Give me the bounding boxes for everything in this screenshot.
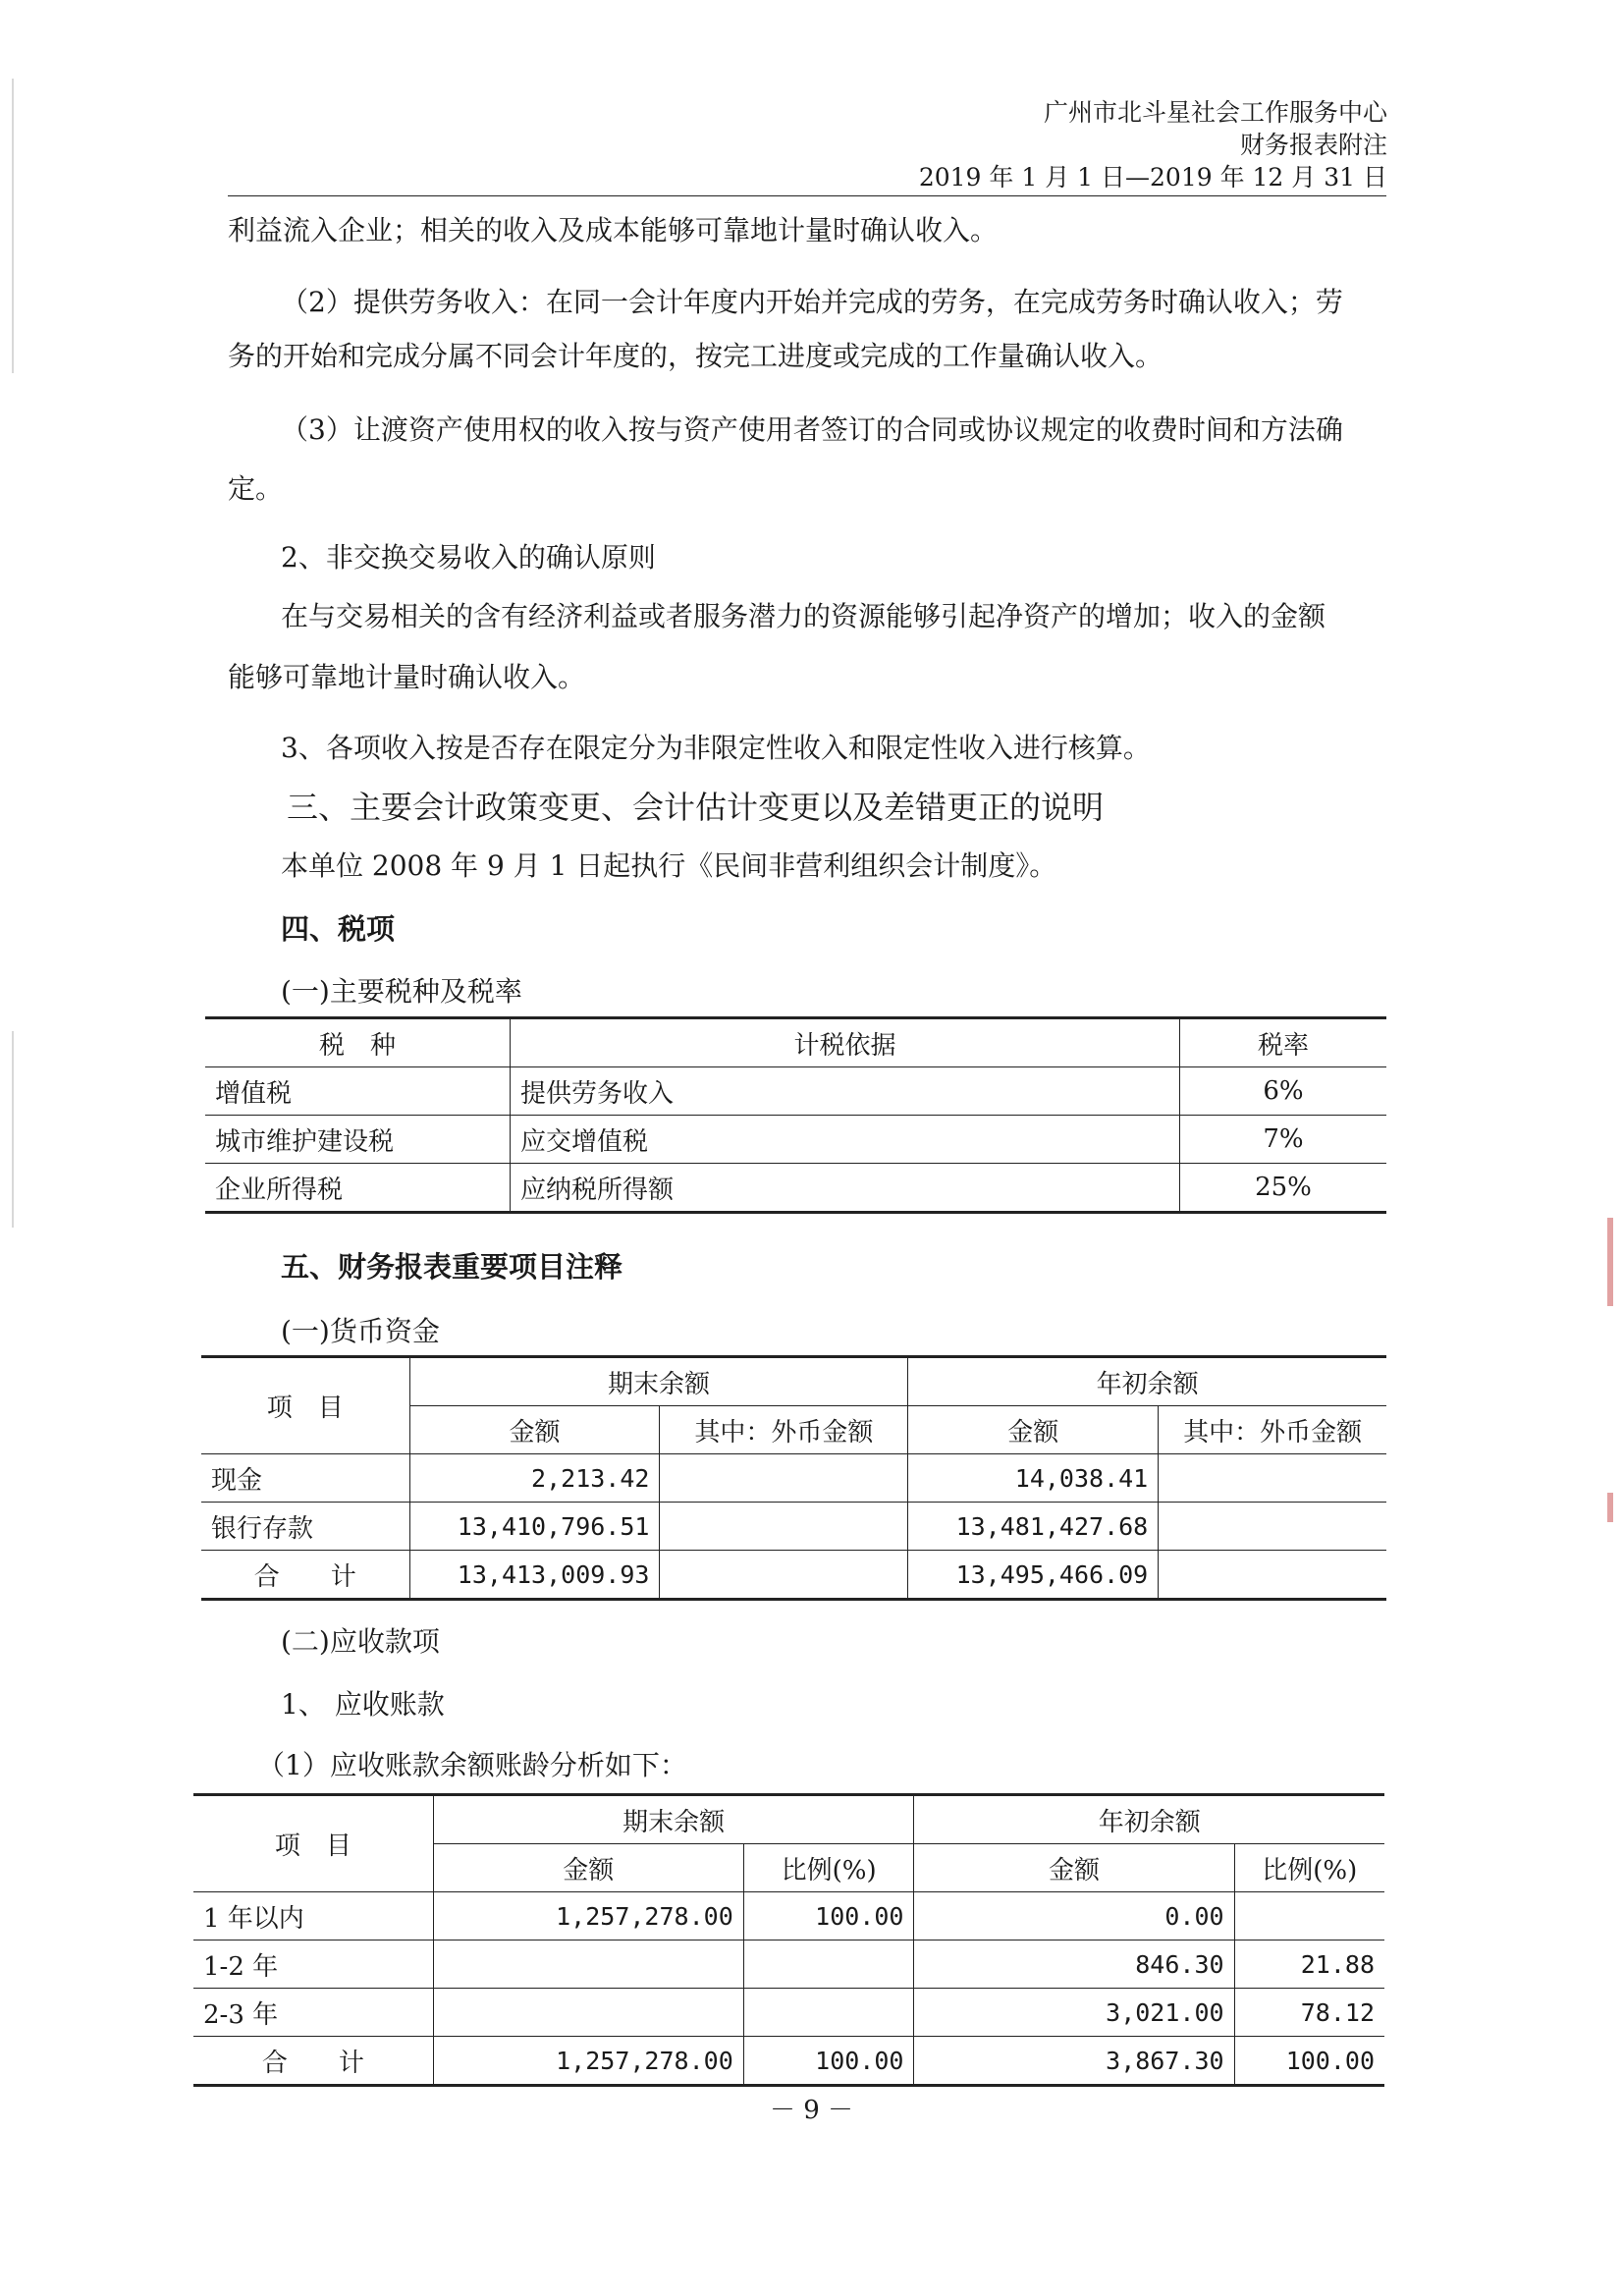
table-cell	[1234, 1892, 1384, 1941]
table-cell: 应交增值税	[511, 1116, 1180, 1164]
table-cell: 6%	[1180, 1067, 1387, 1116]
table-row	[201, 1503, 1386, 1551]
table-header-cell: 计税依据	[511, 1018, 1180, 1067]
table-header-cell: 比例(%)	[1234, 1844, 1384, 1892]
paragraph: 本单位 2008 年 9 月 1 日起执行《民间非营利组织会计制度》。	[281, 849, 1057, 882]
paragraph: 在与交易相关的含有经济利益或者服务潜力的资源能够引起净资产的增加；收入的金额	[281, 600, 1326, 632]
subheading: （1）应收账款余额账龄分析如下：	[257, 1749, 687, 1781]
table-header-cell: 金额	[908, 1406, 1159, 1454]
table-cell: 25%	[1180, 1164, 1387, 1213]
table-header-cell: 金额	[409, 1406, 660, 1454]
table-cell: 13,413,009.93	[409, 1551, 660, 1600]
subheading: (一)货币资金	[281, 1315, 440, 1347]
seal-edge	[1607, 1218, 1613, 1306]
header-doc: 财务报表附注	[1239, 131, 1387, 159]
table-cell: 1 年以内	[193, 1892, 433, 1941]
table-cell: 14,038.41	[908, 1454, 1159, 1503]
page-number: － 9 －	[769, 2096, 854, 2125]
table-cell	[433, 1941, 743, 1989]
header-period: 2019 年 1 月 1 日—2019 年 12 月 31 日	[918, 163, 1387, 191]
table-header-cell: 金额	[914, 1844, 1234, 1892]
table-cell: 100.00	[1234, 2037, 1384, 2086]
table-cell: 13,410,796.51	[409, 1503, 660, 1551]
subheading: (一)主要税种及税率	[281, 975, 522, 1008]
table-cell: 银行存款	[201, 1503, 409, 1551]
table-cell	[1159, 1551, 1386, 1600]
table-header-cell: 其中：外币金额	[1159, 1406, 1386, 1454]
paragraph: 定。	[228, 472, 284, 505]
section-heading: 五、财务报表重要项目注释	[281, 1250, 623, 1284]
table-cell: 846.30	[914, 1941, 1234, 1989]
table-cell: 2,213.42	[409, 1454, 660, 1503]
paragraph: 利益流入企业；相关的收入及成本能够可靠地计量时确认收入。	[228, 214, 999, 246]
table-header-cell: 年初余额	[908, 1357, 1386, 1406]
table-cell	[743, 1941, 914, 1989]
table-cell	[743, 1989, 914, 2037]
table-cell: 3,867.30	[914, 2037, 1234, 2086]
table-row	[193, 1892, 1384, 1941]
table-cell: 合 计	[193, 2037, 433, 2086]
table-cell	[1159, 1454, 1386, 1503]
scan-edge	[12, 1031, 14, 1228]
header-org: 广州市北斗星社会工作服务中心	[1043, 98, 1387, 127]
table-row	[205, 1164, 1386, 1213]
table-cell: 21.88	[1234, 1941, 1384, 1989]
table-cell: 现金	[201, 1454, 409, 1503]
table-header-row	[193, 1795, 1384, 1844]
table-cell: 2-3 年	[193, 1989, 433, 2037]
table-cell: 13,495,466.09	[908, 1551, 1159, 1600]
table-cell: 增值税	[205, 1067, 511, 1116]
table-header-cell: 税率	[1180, 1018, 1387, 1067]
table-row	[193, 1989, 1384, 2037]
table-cell: 100.00	[743, 1892, 914, 1941]
table-header-row	[201, 1357, 1386, 1406]
subheading: (二)应收款项	[281, 1625, 440, 1658]
header-rule	[228, 195, 1386, 196]
section-heading: 三、主要会计政策变更、会计估计变更以及差错更正的说明	[287, 789, 1105, 826]
section-heading: 四、税项	[281, 912, 396, 946]
cash-table	[201, 1355, 1386, 1601]
table-cell: 3,021.00	[914, 1989, 1234, 2037]
paragraph: （3）让渡资产使用权的收入按与资产使用者签订的合同或协议规定的收费时间和方法确	[281, 413, 1343, 446]
subheading: 1、 应收账款	[281, 1688, 445, 1721]
table-cell	[660, 1503, 908, 1551]
paragraph: 3、各项收入按是否存在限定分为非限定性收入和限定性收入进行核算。	[281, 732, 1151, 764]
paragraph: 2、非交换交易收入的确认原则	[281, 541, 656, 574]
table-total-row	[201, 1551, 1386, 1600]
table-cell	[660, 1454, 908, 1503]
table-cell: 78.12	[1234, 1989, 1384, 2037]
paragraph: 能够可靠地计量时确认收入。	[228, 661, 586, 693]
table-cell: 1-2 年	[193, 1941, 433, 1989]
table-cell	[1159, 1503, 1386, 1551]
ar-table	[193, 1793, 1384, 2087]
table-cell: 1,257,278.00	[433, 1892, 743, 1941]
table-cell: 应纳税所得额	[511, 1164, 1180, 1213]
table-cell: 7%	[1180, 1116, 1387, 1164]
table-cell: 合 计	[201, 1551, 409, 1600]
tax-table	[205, 1016, 1386, 1214]
table-row	[205, 1067, 1386, 1116]
table-header-cell: 期末余额	[409, 1357, 908, 1406]
table-header-cell: 期末余额	[433, 1795, 914, 1844]
table-cell: 100.00	[743, 2037, 914, 2086]
table-cell: 13,481,427.68	[908, 1503, 1159, 1551]
table-header-cell: 项 目	[193, 1795, 433, 1892]
table-cell: 0.00	[914, 1892, 1234, 1941]
table-row	[201, 1454, 1386, 1503]
table-row	[205, 1116, 1386, 1164]
table-cell: 1,257,278.00	[433, 2037, 743, 2086]
table-header-cell: 年初余额	[914, 1795, 1384, 1844]
page-header	[919, 96, 1387, 193]
table-total-row	[193, 2037, 1384, 2086]
seal-edge	[1607, 1493, 1613, 1522]
table-cell: 城市维护建设税	[205, 1116, 511, 1164]
table-cell: 提供劳务收入	[511, 1067, 1180, 1116]
table-cell	[660, 1551, 908, 1600]
table-header-cell: 项 目	[201, 1357, 409, 1454]
table-header-cell: 比例(%)	[743, 1844, 914, 1892]
table-header-cell: 税 种	[205, 1018, 511, 1067]
paragraph: （2）提供劳务收入：在同一会计年度内开始并完成的劳务，在完成劳务时确认收入；劳	[281, 286, 1343, 318]
table-header-row	[205, 1018, 1386, 1067]
table-cell: 企业所得税	[205, 1164, 511, 1213]
scan-edge	[12, 79, 14, 373]
table-cell	[433, 1989, 743, 2037]
table-header-cell: 金额	[433, 1844, 743, 1892]
table-row	[193, 1941, 1384, 1989]
paragraph: 务的开始和完成分属不同会计年度的，按完工进度或完成的工作量确认收入。	[228, 340, 1163, 372]
table-header-cell: 其中：外币金额	[660, 1406, 908, 1454]
